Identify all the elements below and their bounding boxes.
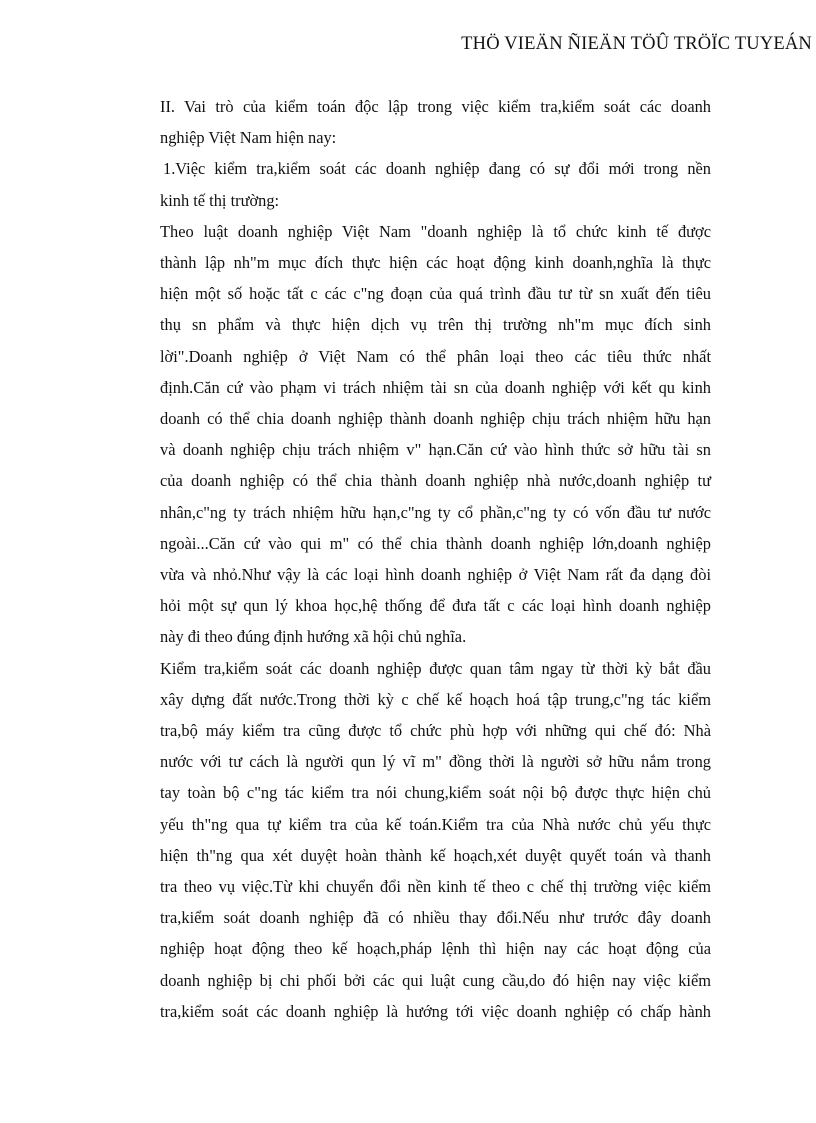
text-line: ngoài...Căn cứ vào qui m" có thể chia thành doanh nghiệp lớn,doanh nghiệp <box>160 533 711 553</box>
text-line: Kiểm tra,kiểm soát các doanh nghiệp được quan tâm ngay từ thời kỳ bắt đầu <box>160 658 711 678</box>
paragraph-control-history <box>160 653 711 1027</box>
text-line: II. Vai trò của kiểm toán độc lập trong việc kiểm tra,kiểm soát các doanh <box>160 97 711 116</box>
document-body <box>160 91 711 1027</box>
text-line: của doanh nghiệp có thể chia thành doanh nghiệp nhà nước,doanh nghiệp tư <box>160 471 711 491</box>
text-line: tay toàn bộ c"ng tác kiểm tra nói chung,kiểm soát nội bộ được thực hiện chủ <box>160 783 711 803</box>
text-line: lời".Doanh nghiệp ở Việt Nam có thể phân loại theo các tiêu thức nhất <box>160 346 711 366</box>
text-line: thành lập nh"m mục đích thực hiện các hoạt động kinh doanh,nghĩa là thực <box>160 253 711 273</box>
text-line: doanh nghiệp bị chi phối bởi các qui luật cung cầu,do đó hiện nay việc kiểm <box>160 970 711 990</box>
text-line: kinh tế thị trường: <box>160 190 280 210</box>
text-line: nước với tư cách là người qun lý vĩ m" đồng thời là người sở hữu nắm trong <box>160 752 711 772</box>
text-line: định.Căn cứ vào phạm vi trách nhiệm tài sn của doanh nghiệp với kết qu kinh <box>160 377 711 397</box>
text-line: hỏi một sự qun lý khoa học,hệ thống để đưa tất c các loại hình doanh nghiệp <box>160 596 711 616</box>
text-line: tra,kiểm soát doanh nghiệp đã có nhiều thay đổi.Nếu như trước đây doanh <box>160 908 711 928</box>
text-line: tra,bộ máy kiểm tra cũng được tổ chức phù hợp với những qui chế đó: Nhà <box>160 721 711 741</box>
paragraph-enterprise-law <box>160 216 711 653</box>
text-line: vừa và nhỏ.Như vậy là các loại hình doanh nghiệp ở Việt Nam rất đa dạng đòi <box>160 565 711 585</box>
text-line: doanh có thể chia doanh nghiệp thành doanh nghiệp chịu trách nhiệm hữu hạn <box>160 409 711 429</box>
text-line: nhân,c"ng ty trách nhiệm hữu hạn,c"ng ty cổ phần,c"ng ty có vốn đầu tư nước <box>160 502 711 522</box>
section-heading <box>160 91 711 153</box>
text-line: tra theo vụ việc.Từ khi chuyển đổi nền kinh tế theo c chế thị trường việc kiểm <box>160 877 711 897</box>
text-line: xây dựng đất nước.Trong thời kỳ c chế kế hoạch hoá tập trung,c"ng tác kiểm <box>160 689 711 709</box>
text-line: tra,kiểm soát các doanh nghiệp là hướng tới việc doanh nghiệp có chấp hành <box>160 1001 711 1021</box>
text-line: và doanh nghiệp chịu trách nhiệm v" hạn.Căn cứ vào hình thức sở hữu tài sn <box>160 440 711 460</box>
subsection-heading <box>160 153 711 215</box>
text-line: 1.Việc kiểm tra,kiểm soát các doanh nghiệp đang có sự đổi mới trong nền <box>163 159 711 179</box>
text-line: nghiệp Việt Nam hiện nay: <box>160 128 337 148</box>
text-line: hiện th"ng qua xét duyệt hoàn thành kế hoạch,xét duyệt quyết toán và thanh <box>160 845 711 865</box>
text-line: hiện một số hoặc tất c các c"ng đoạn của quá trình đầu tư từ sn xuất đến tiêu <box>160 284 711 304</box>
text-line: Theo luật doanh nghiệp Việt Nam "doanh nghiệp là tổ chức kinh tế được <box>160 221 711 241</box>
text-line: thụ sn phẩm và thực hiện dịch vụ trên thị trường nh"m mục đích sinh <box>160 315 711 335</box>
text-line: nghiệp hoạt động theo kế hoạch,pháp lệnh thì hiện nay các hoạt động của <box>160 939 711 959</box>
text-line: yếu th"ng qua tự kiểm tra của kế toán.Kiểm tra của Nhà nước chủ yếu thực <box>160 814 711 834</box>
page-header-title: THÖ VIEÄN ÑIEÄN TÖÛ TRÖÏC TUYEÁN <box>461 34 812 54</box>
text-line: này đi theo đúng định hướng xã hội chủ nghĩa. <box>160 627 467 647</box>
